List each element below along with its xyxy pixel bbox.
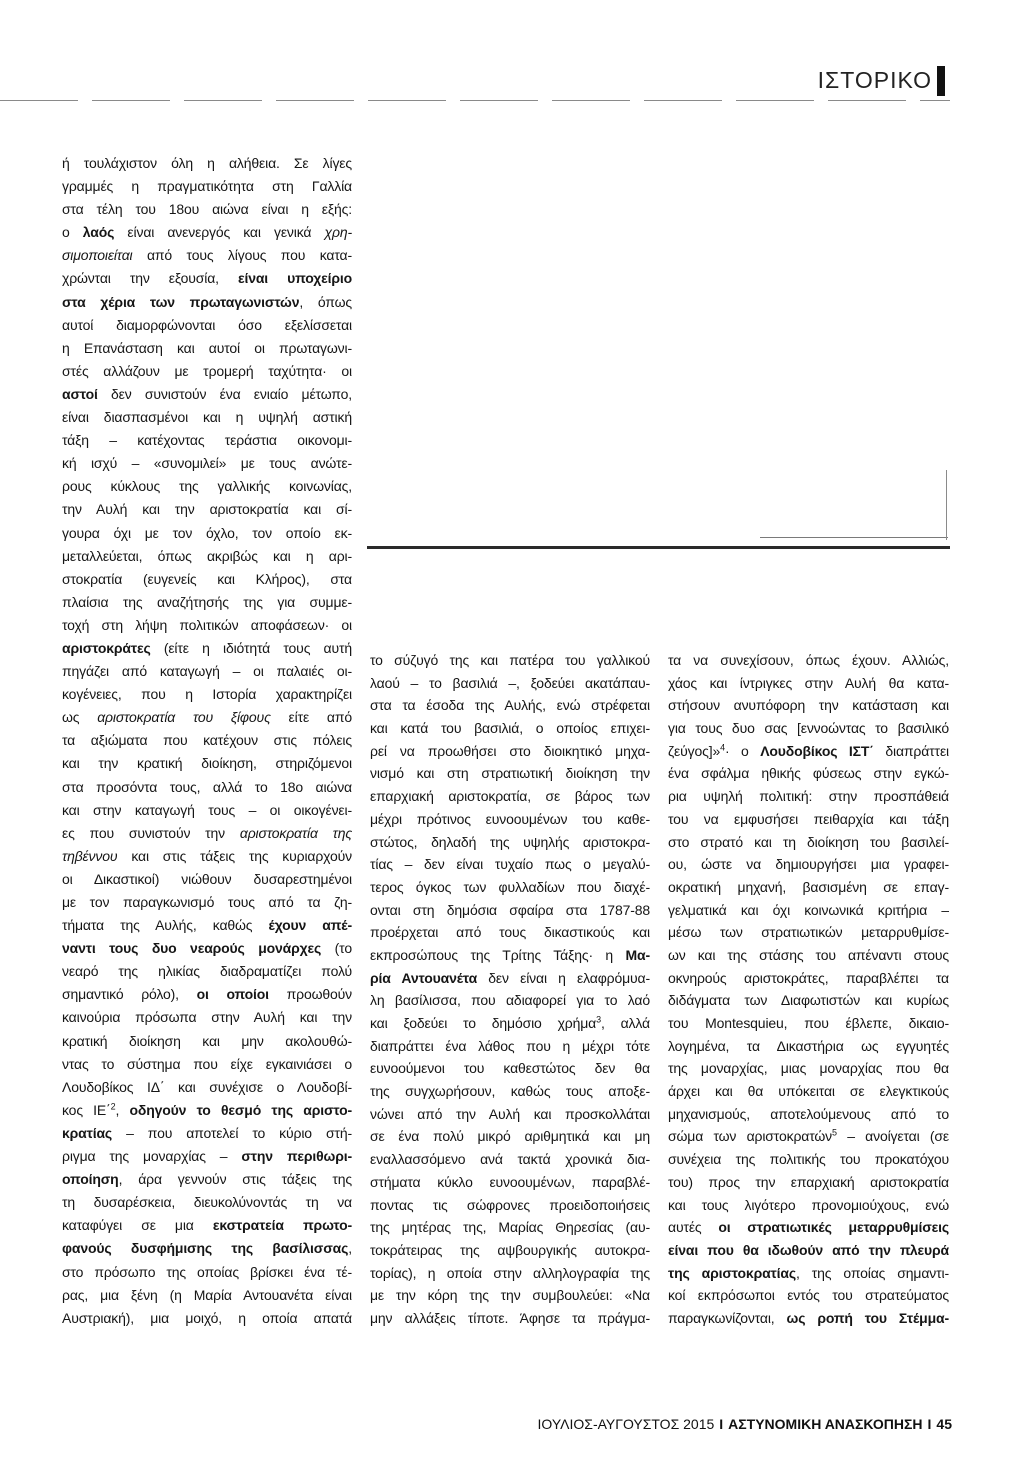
italic-text: αριστοκρατία της	[239, 824, 352, 841]
text-run: τερος όγκος των φυλλαδίων που διαχέ-	[370, 878, 650, 895]
text-line	[370, 694, 650, 717]
text-run: χρώνται την εξουσία,	[62, 270, 238, 287]
text-run: τίας – δεν είναι τυχαίο πως ο μεγαλύ-	[370, 856, 650, 873]
image-area-bottom-rule	[367, 546, 950, 549]
bold-text: στα χέρια των πρωταγωνιστών	[62, 293, 300, 310]
text-run: ,	[348, 1240, 352, 1257]
text-line	[62, 475, 352, 498]
text-line	[62, 314, 352, 337]
text-line	[62, 175, 352, 198]
text-run: στα προσόντα τους, αλλά το 18ο αιώνα	[62, 778, 352, 795]
text-line	[370, 740, 650, 763]
bold-text: της αριστοκρατίας	[668, 1264, 796, 1281]
text-run: δεν είναι η ελαφρόμυα-	[477, 969, 650, 986]
text-line	[668, 1284, 949, 1307]
section-title: ΙΣΤΟΡΙΚΟ	[817, 67, 932, 93]
text-line	[62, 545, 352, 568]
text-run: τα αξιώματα που κατέχουν στις πόλεις	[62, 732, 352, 749]
image-area-vertical-rule	[946, 470, 947, 540]
text-run: παραγκωνίζονται,	[668, 1309, 787, 1326]
text-run: και στην καταγωγή τους – οι οικογένει-	[62, 801, 352, 818]
text-line	[668, 694, 949, 717]
text-line	[62, 1214, 352, 1237]
text-line	[668, 1307, 949, 1330]
text-line	[62, 752, 352, 775]
text-run: του να εμφυσήσει πειθαρχία και τάξη	[668, 810, 949, 827]
text-run: ου, ώστε να δημιουργήσει μια γραφει-	[668, 856, 949, 873]
text-line	[668, 944, 949, 967]
text-run: κή ισχύ – «συνομιλεί» με τους ανώτε-	[62, 455, 352, 472]
text-line	[62, 1076, 352, 1099]
text-run: ρεί να προωθήσει στο διοικητικό μηχα-	[370, 742, 650, 759]
text-run: Λουδοβίκος ΙΔ΄ και συνέχισε ο Λουδοβί-	[62, 1078, 352, 1095]
bold-text: φανούς δυσφήμισης της βασίλισσας	[62, 1240, 349, 1257]
text-run: τη δυσαρέσκεια, διευκολύνοντάς τη να	[62, 1194, 352, 1211]
text-line	[62, 1237, 352, 1260]
text-line	[62, 291, 352, 314]
text-run: στοκρατία (ευγενείς και Κλήρος), στα	[62, 570, 352, 587]
text-line	[62, 1284, 352, 1307]
text-run: στα τα έσοδα της Αυλής, ενώ στρέφεται	[370, 697, 650, 714]
text-run: με την κόρη της την συμβουλεύει: «Να	[370, 1287, 650, 1304]
text-run: ζεύγος]»	[668, 742, 721, 759]
footnote-ref: 4	[720, 742, 725, 753]
text-line	[370, 672, 650, 695]
italic-text: αριστοκρατία του ξίφους	[97, 709, 271, 726]
text-run: στήσουν ανυπόφορη την κατάσταση και	[668, 697, 949, 714]
text-line	[370, 1148, 650, 1171]
text-run: του Montesquieu, που έβλεπε, δικαιο-	[668, 1015, 949, 1031]
text-run: νισμό και στη στρατιωτική διοίκηση την	[370, 765, 650, 782]
text-line	[62, 614, 352, 637]
text-line	[62, 1261, 352, 1284]
text-line	[370, 967, 650, 990]
text-run: μηχανισμούς, αποτελούμενους από το	[668, 1105, 949, 1122]
bold-text: κρατίας	[62, 1124, 113, 1141]
text-line	[668, 785, 949, 808]
text-line	[370, 1171, 650, 1194]
text-line	[370, 717, 650, 740]
text-run: γελματικά και όχι κοινωνικά κριτήρια –	[668, 901, 949, 918]
text-line	[668, 876, 949, 899]
text-run: αυτές	[668, 1219, 719, 1236]
text-line	[668, 1080, 949, 1103]
magazine-title: ΑΣΤΥΝΟΜΙΚΗ ΑΝΑΣΚΟΠΗΣΗ	[728, 1416, 923, 1432]
text-run: – ανοίγεται (σε	[836, 1128, 949, 1145]
text-run: και κατά του βασιλιά, ο οποίος επιχει-	[370, 720, 650, 737]
text-line	[668, 1103, 949, 1126]
text-run: τα να συνεχίσουν, όπως έχουν. Αλλιώς,	[668, 652, 949, 668]
text-run: χάος και ίντριγκες στην Αυλή θα κατα-	[668, 674, 949, 691]
text-run: καταφύγει σε μια	[62, 1217, 213, 1234]
italic-text: σιμοποιείται	[62, 247, 133, 264]
text-line	[62, 1030, 352, 1053]
text-line	[62, 152, 352, 175]
text-run: την Αυλή και την αριστοκρατία και σί-	[62, 501, 352, 518]
text-line	[62, 591, 352, 614]
text-run: , όπως	[299, 293, 352, 310]
page-footer	[538, 1413, 952, 1435]
text-line	[62, 822, 352, 845]
text-run: · ο	[724, 742, 761, 759]
text-run: ρια υψηλή πολιτική: στην προσπάθειά	[668, 788, 949, 805]
text-line	[668, 717, 949, 740]
text-line	[370, 989, 650, 1012]
text-run: ή τουλάχιστον όλη η αλήθεια. Σε λίγες	[62, 155, 352, 171]
text-run: , άρα γεννούν στις τάξεις της	[118, 1171, 352, 1188]
text-run: οκνηρούς αριστοκράτες, παραβλέπει τα	[668, 969, 949, 986]
text-line	[668, 899, 949, 922]
text-line	[370, 876, 650, 899]
text-line	[370, 649, 650, 672]
text-run: νεαρό της ηλικίας διαδραματίζει πολύ	[62, 963, 352, 980]
text-line	[62, 868, 352, 891]
text-line	[370, 1284, 650, 1307]
text-line	[370, 1080, 650, 1103]
text-run: αυτοί διαμορφώνονται όσο εξελίσσεται	[62, 316, 352, 333]
text-line	[62, 429, 352, 452]
bold-text: έχουν απέ-	[268, 917, 352, 934]
issue-date: ΙΟΥΛΙΟΣ-ΑΥΓΟΥΣΤΟΣ 2015	[537, 1416, 715, 1432]
text-line	[62, 267, 352, 290]
text-line	[668, 1171, 949, 1194]
text-line	[62, 1168, 352, 1191]
text-line	[62, 983, 352, 1006]
footer-separator: I	[719, 1416, 724, 1432]
bold-text: οι οποίοι	[196, 986, 269, 1003]
text-run: είτε από	[270, 709, 352, 726]
text-line	[62, 244, 352, 267]
text-line	[62, 568, 352, 591]
bold-text: Μα-	[625, 946, 650, 963]
text-run: της συγχωρήσουν, καθώς τους αποξε-	[370, 1083, 650, 1100]
text-line	[668, 853, 949, 876]
text-line	[668, 762, 949, 785]
text-run: τοκράτειρας της αψβουργικής αυτοκρα-	[370, 1241, 650, 1258]
text-run: διδάγματα των Διαφωτιστών και κυρίως	[668, 992, 949, 1009]
text-run: ντας το σύστημα που είχε εγκαινιάσει ο	[62, 1055, 352, 1072]
text-line	[668, 1057, 949, 1080]
text-run: σε ένα πολύ μικρό αριθμητικά και μη	[370, 1128, 650, 1145]
text-run: νώνει από την Αυλή και προσκολλάται	[370, 1105, 650, 1122]
text-line	[668, 1262, 949, 1285]
text-line	[668, 831, 949, 854]
text-run: λαού – το βασιλιά –, ξοδεύει ακατάπαυ-	[370, 674, 650, 691]
bold-text: είναι υποχείριο	[237, 270, 352, 287]
page-number: 45	[936, 1416, 952, 1432]
section-marker-bar	[937, 66, 945, 96]
text-run: πλαίσια της αναζήτησής της για συμμε-	[62, 593, 352, 610]
text-line	[62, 729, 352, 752]
text-run: της μητέρας της, Μαρίας Θηρεσίας (αυ-	[370, 1219, 650, 1236]
text-line	[62, 221, 352, 244]
bold-text: αστοί	[62, 385, 98, 402]
text-run: τάξη – κατέχοντας τεράστια οικονομι-	[62, 432, 352, 449]
text-line	[62, 776, 352, 799]
text-run: του) προς την επαρχιακή αριστοκρατία	[668, 1173, 949, 1190]
text-run: ποντας τις σώφρονες προειδοποιήσεις	[370, 1196, 650, 1213]
text-run: για τους δυο σας [εννοώντας το βασιλικό	[668, 720, 949, 737]
text-line	[668, 921, 949, 944]
text-line	[62, 1145, 352, 1168]
text-line	[370, 1012, 650, 1035]
text-run: γραμμές η πραγματικότητα στη Γαλλία	[62, 178, 352, 195]
text-run: λογημένα, τα Δικαστήρια ως εγγυητές	[668, 1037, 949, 1054]
bold-text: εκστρατεία πρωτο-	[212, 1217, 352, 1234]
text-line	[62, 406, 352, 429]
text-run: καινούρια πρόσωπα στην Αυλή και την	[62, 1009, 352, 1026]
text-run: και ξοδεύει το δημόσιο χρήμα	[370, 1015, 597, 1031]
text-run: ρους κύκλους της γαλλικής κοινωνίας,	[62, 478, 352, 495]
text-line	[62, 914, 352, 937]
text-run: τορίας), η οποία στην αλληλογραφία της	[370, 1264, 650, 1281]
footnote-ref: 2	[110, 1101, 116, 1112]
text-line	[370, 1194, 650, 1217]
text-run: στα τέλη του 18ου αιώνα είναι η εξής:	[62, 201, 352, 218]
header-rule	[0, 100, 950, 101]
text-line	[62, 891, 352, 914]
text-run: είναι ανενεργός και γενικά	[114, 224, 325, 241]
bold-text: είναι που θα ιδωθούν από την πλευρά	[668, 1241, 949, 1258]
bold-text: ρία Αντουανέτα	[370, 969, 478, 986]
text-line	[668, 1239, 949, 1262]
text-line	[62, 960, 352, 983]
text-line	[62, 198, 352, 221]
text-run: προωθούν	[268, 986, 352, 1003]
text-run: ες που συνιστούν την	[62, 824, 240, 841]
text-line	[668, 740, 949, 763]
text-run: διαπράττει	[873, 742, 949, 759]
text-line	[62, 383, 352, 406]
text-run: με τον παραγκωνισμό τους από τα ζη-	[62, 894, 352, 910]
text-line	[62, 660, 352, 683]
bold-text: οποίηση	[62, 1171, 119, 1188]
footer-separator: I	[927, 1416, 932, 1432]
text-line	[370, 762, 650, 785]
text-run: κογένειες, που η Ιστορία χαρακτηρίζει	[62, 686, 352, 703]
image-area-thin-rule	[760, 537, 948, 538]
text-run: ευνοούμενοι του καθεστώτος δεν θα	[370, 1060, 650, 1077]
text-line	[370, 1239, 650, 1262]
text-line	[62, 1053, 352, 1076]
text-run: κοί εκπρόσωποι εντός του στρατεύματος	[668, 1287, 949, 1304]
text-line	[62, 799, 352, 822]
text-line	[62, 337, 352, 360]
text-run: Αυστριακή), μια μοιχό, η οποία απατά	[62, 1309, 352, 1326]
text-line	[668, 989, 949, 1012]
text-run: οκρατική μηχανή, βασισμένη σε επαγ-	[668, 878, 949, 895]
bold-text: αριστοκράτες	[62, 639, 151, 656]
text-line	[62, 937, 352, 960]
bold-text: ναντι τους δυο νεαρούς μονάρχες	[62, 940, 322, 957]
text-run: μέχρι πρότινος ευνοουμένων του καθε-	[370, 810, 650, 827]
text-run: ο	[62, 224, 83, 241]
text-run: και στις τάξεις της κυριαρχούν	[117, 847, 352, 864]
text-line	[370, 1057, 650, 1080]
article-column-left	[62, 152, 352, 1330]
text-line	[668, 808, 949, 831]
text-run: στο στρατό και τη διοίκηση του βασιλεί-	[668, 833, 949, 850]
text-run: άρχει και θα υπόκειται σε ελεγκτικούς	[668, 1083, 949, 1100]
footnote-ref: 5	[832, 1127, 837, 1138]
text-run: ένα σφάλμα ηθικής φύσεως στην εγκώ-	[668, 765, 949, 782]
text-line	[62, 1191, 352, 1214]
text-run: προέρχεται από τους δικαστικούς και	[370, 924, 650, 941]
text-run: μεταλλεύεται, όπως ακριβώς και η αρι-	[62, 547, 352, 564]
text-line	[370, 831, 650, 854]
text-run: στές αλλάζουν με τρομερή ταχύτητα· οι	[62, 362, 352, 379]
text-run: γουρα όχι με τον όχλο, τον οποίο εκ-	[62, 524, 352, 541]
text-run: στώτος, δηλαδή της υψηλής αριστοκρα-	[370, 833, 650, 850]
text-run: τοχή στη λήψη πολιτικών αποφάσεων· οι	[62, 616, 352, 633]
text-line	[668, 1125, 949, 1148]
text-run: ,	[115, 1101, 130, 1118]
text-run: είναι διασπασμένοι και η υψηλή αστική	[62, 409, 352, 426]
text-line	[62, 498, 352, 521]
article-column-middle	[370, 649, 650, 1330]
text-run: – που αποτελεί το κύριο στή-	[112, 1124, 352, 1141]
text-run: σώμα των αριστοκρατών	[668, 1128, 833, 1145]
text-run: εναλλασσόμενο ανά τακτά χρονικά δια-	[370, 1151, 650, 1168]
text-line	[370, 921, 650, 944]
text-run: τήματα της Αυλής, καθώς	[62, 917, 269, 934]
text-run: της μοναρχίας, μιας μοναρχίας που θα	[668, 1060, 949, 1077]
text-run: πηγάζει από καταγωγή – οι παλαιές οι-	[62, 663, 352, 680]
text-run: επαρχιακή αριστοκρατία, σε βάρος των	[370, 788, 650, 805]
bold-text: λαός	[82, 224, 115, 241]
text-line	[668, 649, 949, 672]
text-run: συνέχεια της πολιτικής του προκατόχου	[668, 1151, 949, 1168]
text-run: στήματα κύκλο ευνοουμένων, παραβλέ-	[370, 1173, 650, 1190]
text-line	[668, 1216, 949, 1239]
text-line	[370, 1307, 650, 1330]
text-line	[370, 785, 650, 808]
text-line	[370, 1103, 650, 1126]
text-run: (το	[321, 940, 352, 957]
text-line	[370, 808, 650, 831]
text-run: ονται στη δημόσια σφαίρα στα 1787-88	[370, 901, 650, 918]
text-run: το σύζυγό της και πατέρα του γαλλικού	[370, 652, 650, 668]
text-run: δεν συνιστούν ένα ενιαίο μέτωπο,	[97, 385, 352, 402]
text-run: οι Δικαστικοί) νιώθουν δυσαρεστημένοι	[62, 870, 352, 887]
text-line	[668, 1148, 949, 1171]
text-line	[370, 1125, 650, 1148]
text-run: ως	[62, 709, 98, 726]
text-run: σημαντικό ρόλο),	[62, 986, 197, 1003]
text-run: μέσω των στρατιωτικών μεταρρυθμίσε-	[668, 924, 949, 941]
text-line	[62, 637, 352, 660]
bold-text: στην περιθωρι-	[241, 1148, 352, 1165]
text-line	[62, 845, 352, 868]
text-line	[370, 1262, 650, 1285]
text-run: κος ΙΕ΄	[62, 1101, 111, 1118]
italic-text: τηβέννου	[62, 847, 118, 864]
text-line	[62, 452, 352, 475]
text-run: η Επανάσταση και αυτοί οι πρωταγωνι-	[62, 339, 352, 356]
text-run: ων και της στάσης του απέναντι στους	[668, 946, 949, 963]
text-line	[668, 1012, 949, 1035]
text-run: και την κρατική διοίκηση, στηριζόμενοι	[62, 755, 352, 772]
text-line	[62, 360, 352, 383]
text-run: , της οποίας σημαντι-	[795, 1264, 949, 1281]
text-line	[62, 1307, 352, 1330]
text-run: και τους λιγότερο προνομιούχους, ενώ	[668, 1196, 949, 1213]
text-line	[62, 706, 352, 729]
bold-text: ως ροπή του Στέμμα-	[786, 1309, 949, 1326]
text-run: εκπροσώπους της Τρίτης Τάξης· η	[370, 946, 626, 963]
text-line	[62, 1006, 352, 1029]
italic-text: χρη-	[324, 224, 352, 241]
text-run: μην αλλάξεις τίποτε. Άφησε τα πράγμα-	[370, 1309, 650, 1326]
text-run: ρας, μια ξένη (η Μαρία Αντουανέτα είναι	[62, 1286, 352, 1303]
bold-text: οι στρατιωτικές μεταρρυθμίσεις	[718, 1219, 949, 1236]
text-run: (είτε η ιδιότητά τους αυτή	[150, 639, 352, 656]
text-line	[62, 683, 352, 706]
text-line	[668, 967, 949, 990]
text-run: ριγμα της μοναρχίας –	[62, 1148, 242, 1165]
text-line	[62, 1099, 352, 1122]
text-line	[370, 853, 650, 876]
article-column-right	[668, 649, 949, 1330]
footnote-ref: 3	[596, 1014, 601, 1025]
text-line	[370, 944, 650, 967]
text-line	[370, 1216, 650, 1239]
text-run: στο πρόσωπο της οποίας βρίσκει ένα τέ-	[62, 1263, 352, 1280]
text-line	[668, 1035, 949, 1058]
bold-text: Λουδοβίκος ΙΣΤ΄	[760, 742, 874, 759]
text-run: διαπράττει ένα λάθος που η μέχρι τότε	[370, 1037, 650, 1054]
text-run: κρατική διοίκηση και μην ακολουθώ-	[62, 1032, 352, 1049]
text-run: από τους λίγους που κατα-	[132, 247, 352, 264]
text-line	[62, 522, 352, 545]
bold-text: οδηγούν το θεσμό της αριστο-	[129, 1101, 352, 1118]
text-line	[370, 1035, 650, 1058]
text-run: λη βασίλισσα, που αδιαφορεί για το λαό	[370, 992, 650, 1009]
text-line	[62, 1122, 352, 1145]
text-line	[370, 899, 650, 922]
text-line	[668, 1194, 949, 1217]
text-line	[668, 672, 949, 695]
text-run: , αλλά	[600, 1015, 650, 1031]
